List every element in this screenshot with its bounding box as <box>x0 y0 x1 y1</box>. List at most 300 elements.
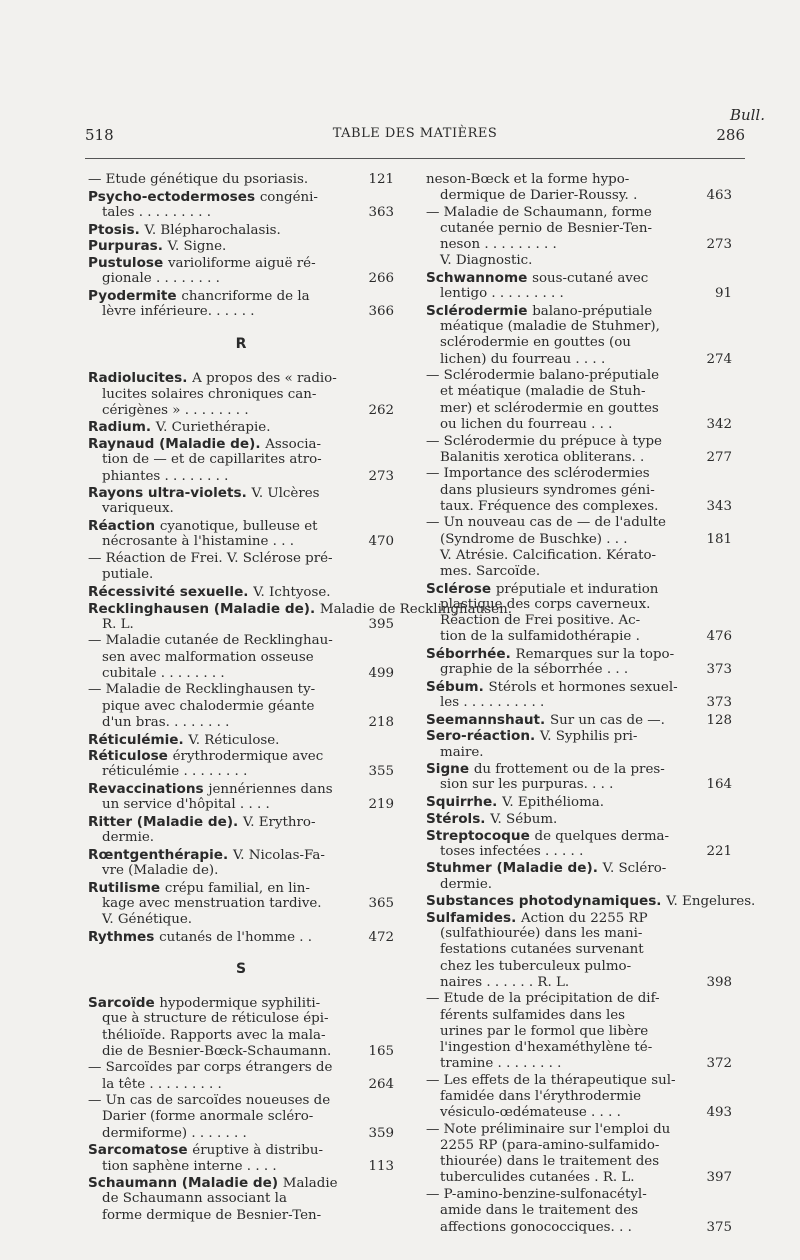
entry-line <box>88 1011 394 1027</box>
entry-line <box>426 844 732 860</box>
entry-line <box>88 551 394 567</box>
entry-line <box>88 288 394 304</box>
index-entry <box>426 860 732 892</box>
entry-line <box>88 1208 394 1224</box>
entry-text: chez les tuberculeux pulmo- <box>440 958 632 974</box>
page-ref: 463 <box>706 188 732 204</box>
page-ref: 128 <box>706 712 732 728</box>
entry-text: — Un cas de sarcoïdes noueuses de <box>88 1093 331 1109</box>
entry-line <box>426 548 732 564</box>
entry-heading: Réticulémie. <box>88 731 189 748</box>
entry-text: kage avec menstruation tardive. <box>102 895 322 911</box>
entry-line <box>426 745 732 761</box>
entry-text: — Sarcoïdes par corps étrangers de <box>88 1060 333 1076</box>
entry-text: — Sclérodermie du prépuce à type <box>426 433 662 449</box>
entry-text: (Syndrome de Buschke) . . . <box>440 531 628 547</box>
entry-text: Raynaud (Maladie de). Associa- <box>88 436 322 453</box>
index-entry <box>426 1122 732 1187</box>
entry-line <box>88 600 512 617</box>
page-ref: 273 <box>706 237 732 253</box>
entry-text: Sarcomatose éruptive à distribu- <box>88 1142 323 1159</box>
entry-line <box>426 1203 732 1219</box>
entry-heading: Rutilisme <box>88 879 165 896</box>
index-entry <box>88 1093 394 1142</box>
entry-line <box>426 1122 732 1138</box>
index-entry <box>426 1073 732 1122</box>
entry-line <box>88 1175 394 1191</box>
entry-line <box>426 860 732 876</box>
entry-line <box>88 995 394 1011</box>
entry-heading: Stérols. <box>426 810 491 827</box>
entry-line <box>426 303 732 319</box>
page-number-left: 518 <box>85 126 114 144</box>
entry-line <box>426 515 732 531</box>
entry-text: vre (Maladie de). <box>102 863 219 879</box>
entry-text: lucites solaires chroniques can- <box>102 386 317 402</box>
entry-text: méatique (maladie de Stuhmer), <box>440 319 660 335</box>
entry-line <box>88 518 394 534</box>
entry-text: — Importance des sclérodermies <box>426 466 650 482</box>
entry-line <box>426 712 732 728</box>
entry-line <box>426 646 732 662</box>
entry-line <box>88 304 394 320</box>
entry-line <box>88 501 394 517</box>
entry-line <box>426 1040 732 1056</box>
index-entry <box>426 581 732 646</box>
entry-line <box>88 764 394 780</box>
entry-line <box>426 777 732 793</box>
entry-line <box>88 584 394 600</box>
journal-abbrev: Bull. <box>729 106 765 124</box>
entry-heading: Rythmes <box>88 928 160 945</box>
entry-line <box>426 613 732 629</box>
entry-text: — Note préliminaire sur l'emploi du <box>426 1121 671 1137</box>
page-ref: 113 <box>368 1158 394 1174</box>
entry-heading: Sarcoïde <box>88 995 160 1012</box>
entry-text: variqueux. <box>102 501 174 517</box>
index-entry <box>426 794 732 810</box>
entry-text: dermique de Darier-Roussy. . <box>440 188 638 204</box>
entry-text: — Maladie de Schaumann, forme <box>426 204 652 220</box>
header-rule <box>85 158 745 159</box>
entry-heading: Récessivité sexuelle. <box>88 583 254 600</box>
entry-line <box>88 929 394 945</box>
entry-line <box>88 1159 394 1175</box>
entry-text: Radiolucites. A propos des « radio- <box>88 370 337 387</box>
entry-heading: Ritter (Maladie de). <box>88 813 243 830</box>
entry-text: Rythmes cutanés de l'homme . . <box>88 928 313 945</box>
entry-text: Stérols. V. Sébum. <box>426 810 558 827</box>
index-entry <box>88 222 394 238</box>
entry-text: Réticulémie. V. Réticulose. <box>88 731 280 748</box>
entry-text: — Un nouveau cas de — de l'adulte <box>426 515 666 531</box>
entry-text: urines par le formol que libère <box>440 1023 649 1039</box>
entry-text: tion de la sulfamidothérapie . <box>440 629 640 645</box>
entry-text: (sulfathiourée) dans les mani- <box>440 926 643 942</box>
page-ref: 274 <box>706 351 732 367</box>
entry-text: V. Diagnostic. <box>440 253 533 269</box>
entry-text: ou lichen du fourreau . . . <box>440 416 613 432</box>
index-entry <box>426 712 732 728</box>
index-entry <box>426 646 732 678</box>
entry-heading: Ptosis. <box>88 221 145 238</box>
entry-line <box>88 387 394 403</box>
entry-line <box>426 679 732 695</box>
entry-text: lentigo . . . . . . . . . <box>440 286 564 302</box>
entry-line <box>426 761 732 777</box>
entry-text: tion de — et de capillarites atro- <box>102 452 322 468</box>
entry-text: réticulémie . . . . . . . . <box>102 764 248 780</box>
entry-heading: Sulfamides. <box>426 909 521 926</box>
entry-text: V. Atrésie. Calcification. Kérato- <box>440 547 657 563</box>
index-entry <box>426 761 732 793</box>
page-ref: 121 <box>368 172 394 187</box>
page-ref: 366 <box>368 304 394 319</box>
entry-line <box>426 286 732 302</box>
index-entry <box>88 995 394 1060</box>
entry-line <box>88 1142 394 1158</box>
entry-line <box>426 270 732 286</box>
entry-text: thélioïde. Rapports avec la mala- <box>102 1027 326 1043</box>
page-ref: 165 <box>368 1043 394 1059</box>
entry-text: cutanée pernio de Besnier-Ten- <box>440 221 652 237</box>
page-ref: 470 <box>368 534 394 550</box>
index-entry <box>88 633 394 682</box>
index-entry <box>88 1142 394 1174</box>
index-entry <box>88 518 394 550</box>
entry-text: Sulfamides. Action du 2255 RP <box>426 909 648 926</box>
index-entry <box>426 728 732 760</box>
entry-text: tuberculides cutanées . R. L. <box>440 1170 635 1186</box>
page-ref: 398 <box>706 974 732 990</box>
entry-heading: Seemannshaut. <box>426 711 550 728</box>
entry-line <box>426 434 732 450</box>
entry-line <box>88 403 394 419</box>
entry-text: — Maladie cutanée de Recklinghau- <box>88 633 333 649</box>
page-ref: 395 <box>368 616 394 632</box>
entry-line <box>426 1008 732 1024</box>
entry-line <box>88 912 394 928</box>
entry-text: nécrosante à l'histamine . . . <box>102 534 294 550</box>
entry-line <box>88 534 394 550</box>
entry-text: famidée dans l'érythrodermie <box>440 1089 642 1104</box>
entry-text: Signe du frottement ou de la pres- <box>426 761 665 778</box>
entry-text: Pustulose varioliforme aiguë ré- <box>88 254 316 271</box>
index-entry <box>88 419 394 435</box>
entry-text: putiale. <box>102 567 154 583</box>
entry-line <box>426 959 732 975</box>
entry-text: Sébum. Stérols et hormones sexuel- <box>426 678 678 695</box>
entry-line <box>88 814 394 830</box>
entry-heading: Substances photodynamiques. <box>426 893 667 910</box>
entry-heading: Sébum. <box>426 678 489 695</box>
index-entry <box>426 910 732 991</box>
entry-line <box>426 581 732 597</box>
entry-text: sion sur les purpuras. . . . <box>440 777 614 793</box>
entry-heading: Rayons ultra-violets. <box>88 485 252 502</box>
entry-text: Radium. V. Curiethérapie. <box>88 419 271 436</box>
entry-text: Schaumann (Maladie de) Maladie <box>88 1175 338 1192</box>
entry-text: Ritter (Maladie de). V. Erythro- <box>88 813 316 830</box>
entry-line <box>88 896 394 912</box>
page-ref: 472 <box>368 929 394 945</box>
page-ref: 359 <box>368 1125 394 1141</box>
index-entry <box>88 288 394 320</box>
page-ref: 499 <box>368 665 394 681</box>
entry-text: Seemannshaut. Sur un cas de —. <box>426 711 665 728</box>
index-entry <box>426 303 732 368</box>
entry-line <box>88 1109 394 1125</box>
entry-text: — Les effets de la thérapeutique sul- <box>426 1072 676 1088</box>
entry-heading: Sclérodermie <box>426 303 533 319</box>
entry-line <box>426 910 732 926</box>
entry-text: taux. Fréquence des complexes. <box>440 498 659 514</box>
entry-line <box>88 436 394 452</box>
entry-text: Rayons ultra-violets. V. Ulcères <box>88 485 320 502</box>
right-column <box>426 172 756 1236</box>
page-ref: 342 <box>706 416 732 432</box>
entry-text: Revaccinations jennériennes dans <box>88 781 333 798</box>
entry-text: Rœntgenthérapie. V. Nicolas-Fa- <box>88 846 325 863</box>
entry-line <box>426 253 732 269</box>
entry-line <box>426 1220 732 1236</box>
entry-line <box>426 1154 732 1170</box>
entry-line <box>88 1060 394 1076</box>
entry-text: Sclérodermie balano-préputiale <box>426 303 653 319</box>
entry-line <box>88 1044 394 1060</box>
index-entry <box>426 205 732 270</box>
entry-line <box>426 319 732 335</box>
entry-line <box>426 1105 732 1121</box>
entry-text: — Réaction de Frei. V. Sclérose pré- <box>88 550 333 566</box>
entry-line <box>88 830 394 846</box>
entry-line <box>88 255 394 271</box>
page-ref: 375 <box>706 1219 732 1235</box>
index-entry <box>426 270 732 302</box>
entry-heading: Stuhmer (Maladie de). <box>426 860 603 877</box>
entry-text: toses infectées . . . . . <box>440 843 584 859</box>
entry-text: que à structure de réticulose épi- <box>102 1011 329 1027</box>
entry-line <box>426 384 732 400</box>
entry-text: un service d'hôpital . . . . <box>102 797 270 813</box>
entry-line <box>426 794 732 810</box>
index-entry <box>426 991 732 1072</box>
entry-heading: Réaction <box>88 518 160 535</box>
entry-text: phiantes . . . . . . . . <box>102 468 229 484</box>
entry-line <box>426 695 732 711</box>
entry-line <box>426 828 732 844</box>
entry-text: Ptosis. V. Blépharochalasis. <box>88 221 281 238</box>
entry-text: sen avec malformation osseuse <box>102 649 314 665</box>
section-letter: R <box>235 336 247 353</box>
entry-heading: Radium. <box>88 419 156 436</box>
entry-line <box>426 352 732 368</box>
entry-line <box>88 847 394 863</box>
entry-text: Rutilisme crépu familial, en lin- <box>88 879 310 896</box>
page-ref: 355 <box>368 764 394 780</box>
section-letter: S <box>235 960 247 977</box>
entry-line <box>426 1024 732 1040</box>
entry-heading: Signe <box>426 761 474 778</box>
page-ref: 343 <box>706 498 732 514</box>
entry-heading: Schwannome <box>426 270 533 287</box>
index-entry <box>88 781 394 813</box>
entry-line <box>88 699 394 715</box>
entry-text: mer) et sclérodermie en gouttes <box>440 400 659 416</box>
entry-text: vésiculo-œdémateuse . . . . <box>440 1105 621 1121</box>
entry-line <box>88 271 394 287</box>
entry-text: lichen) du fourreau . . . . <box>440 351 606 367</box>
entry-line <box>88 748 394 764</box>
entry-heading: Sero-réaction. <box>426 728 540 745</box>
entry-text: maire. <box>440 744 484 760</box>
entry-line <box>88 732 394 748</box>
index-entry <box>88 189 394 221</box>
entry-line <box>426 188 732 204</box>
entry-text: Squirrhe. V. Epithélioma. <box>426 794 605 811</box>
page-ref: 181 <box>706 531 732 547</box>
entry-line <box>426 811 732 827</box>
entry-heading: Purpuras. <box>88 238 168 255</box>
entry-line <box>88 485 394 501</box>
index-entry <box>88 436 394 485</box>
entry-line <box>88 1191 394 1207</box>
entry-line <box>88 715 394 731</box>
page-ref: 164 <box>706 777 732 793</box>
entry-line <box>426 1073 732 1089</box>
entry-line <box>426 1138 732 1154</box>
page-ref: 397 <box>706 1170 732 1186</box>
entry-line <box>426 1089 732 1105</box>
entry-text: dermiforme) . . . . . . . <box>102 1125 247 1141</box>
entry-text: forme dermique de Besnier-Ten- <box>102 1207 322 1223</box>
page-ref: 493 <box>706 1105 732 1121</box>
page-ref: 218 <box>368 714 394 730</box>
entry-line <box>426 893 756 910</box>
entry-line <box>426 728 732 744</box>
entry-line <box>426 662 732 678</box>
entry-heading: Recklinghausen (Maladie de). <box>88 600 320 617</box>
entry-heading: Réticulose <box>88 748 173 765</box>
entry-line <box>88 567 394 583</box>
entry-line <box>426 237 732 253</box>
entry-text: Réticulose érythrodermique avec <box>88 748 324 765</box>
entry-text: neson-Bœck et la forme hypo- <box>426 172 630 187</box>
entry-text: Réaction cyanotique, bulleuse et <box>88 518 318 535</box>
entry-line <box>88 419 394 435</box>
entry-line <box>88 370 394 386</box>
entry-text: mes. Sarcoïde. <box>440 564 541 579</box>
entry-text: affections gonococciques. . . <box>440 1219 632 1235</box>
entry-line <box>426 564 732 580</box>
entry-text: — Etude génétique du psoriasis. <box>88 172 309 187</box>
page-ref: 476 <box>706 629 732 645</box>
entry-heading: Sarcomatose <box>88 1142 193 1159</box>
entry-text: Recklinghausen (Maladie de). Maladie de Recklinghausen. <box>88 600 512 617</box>
entry-line <box>88 633 394 649</box>
index-entry <box>88 255 394 287</box>
entry-text: — P-amino-benzine-sulfonacétyl- <box>426 1187 647 1203</box>
entry-line <box>426 483 732 499</box>
index-entry <box>88 238 394 254</box>
index-entry <box>88 551 394 583</box>
entry-heading: Streptocoque <box>426 827 535 844</box>
page-ref: 219 <box>368 797 394 813</box>
entry-line <box>88 172 394 188</box>
entry-text: cubitale . . . . . . . . <box>102 665 225 681</box>
entry-text: dermie. <box>440 876 493 892</box>
page-ref: 277 <box>706 449 732 465</box>
entry-text: graphie de la séborrhée . . . <box>440 662 629 678</box>
page-header <box>85 126 745 148</box>
entry-text: naires . . . . . . R. L. <box>440 974 570 990</box>
entry-line <box>426 221 732 237</box>
entry-text: Stuhmer (Maladie de). V. Scléro- <box>426 860 667 877</box>
index-entry <box>88 370 394 419</box>
entry-text: Sarcoïde hypodermique syphiliti- <box>88 995 321 1012</box>
index-entry <box>88 929 394 945</box>
entry-text: d'un bras. . . . . . . . <box>102 714 230 730</box>
entry-line <box>426 466 732 482</box>
entry-line <box>426 417 732 433</box>
entry-text: tramine . . . . . . . . <box>440 1056 562 1072</box>
entry-heading: Psycho-ectodermoses <box>88 188 260 205</box>
entry-line <box>426 450 732 466</box>
entry-line <box>426 401 732 417</box>
index-entry <box>426 466 732 515</box>
entry-heading: Rœntgenthérapie. <box>88 846 233 863</box>
entry-text: — Sclérodermie balano-préputiale <box>426 368 660 384</box>
entry-line <box>88 650 394 666</box>
entry-text: Streptocoque de quelques derma- <box>426 827 670 844</box>
entry-text: cérigènes » . . . . . . . . <box>102 402 249 418</box>
entry-text: les . . . . . . . . . . <box>440 695 545 710</box>
page-ref: 266 <box>368 271 394 287</box>
entry-text: — Etude de la précipitation de dif- <box>426 991 660 1007</box>
entry-text: Récessivité sexuelle. V. Ichtyose. <box>88 583 331 600</box>
entry-line <box>88 863 394 879</box>
page-ref: 91 <box>714 286 732 302</box>
entry-text: et méatique (maladie de Stuh- <box>440 384 646 400</box>
entry-text: Schwannome sous-cutané avec <box>426 270 649 287</box>
index-entry <box>88 485 394 517</box>
entry-line <box>426 1056 732 1072</box>
entry-heading: Squirrhe. <box>426 794 503 811</box>
index-entry <box>426 893 756 910</box>
entry-text: festations cutanées survenant <box>440 942 644 958</box>
entry-text: Réaction de Frei positive. Ac- <box>440 613 641 629</box>
entry-text: tion saphène interne . . . . <box>102 1158 277 1174</box>
entry-line <box>426 629 732 645</box>
entry-text: Balanitis xerotica obliterans. . <box>440 449 645 465</box>
index-entry <box>88 172 394 188</box>
page-number-right: 286 <box>716 126 745 144</box>
entry-heading: Raynaud (Maladie de). <box>88 436 266 453</box>
entry-line <box>88 1028 394 1044</box>
entry-line <box>88 205 394 221</box>
entry-line <box>88 1126 394 1142</box>
index-entry <box>426 828 732 860</box>
entry-text: plastique des corps caverneux. <box>440 596 651 612</box>
page-ref: 365 <box>368 895 394 911</box>
entry-line <box>88 452 394 468</box>
index-entry <box>426 434 732 466</box>
entry-text: V. Génétique. <box>102 912 193 928</box>
index-entry <box>88 584 394 600</box>
entry-text: amide dans le traitement des <box>440 1203 639 1219</box>
page-ref: 221 <box>706 843 732 859</box>
entry-text: la tête . . . . . . . . . <box>102 1076 222 1092</box>
